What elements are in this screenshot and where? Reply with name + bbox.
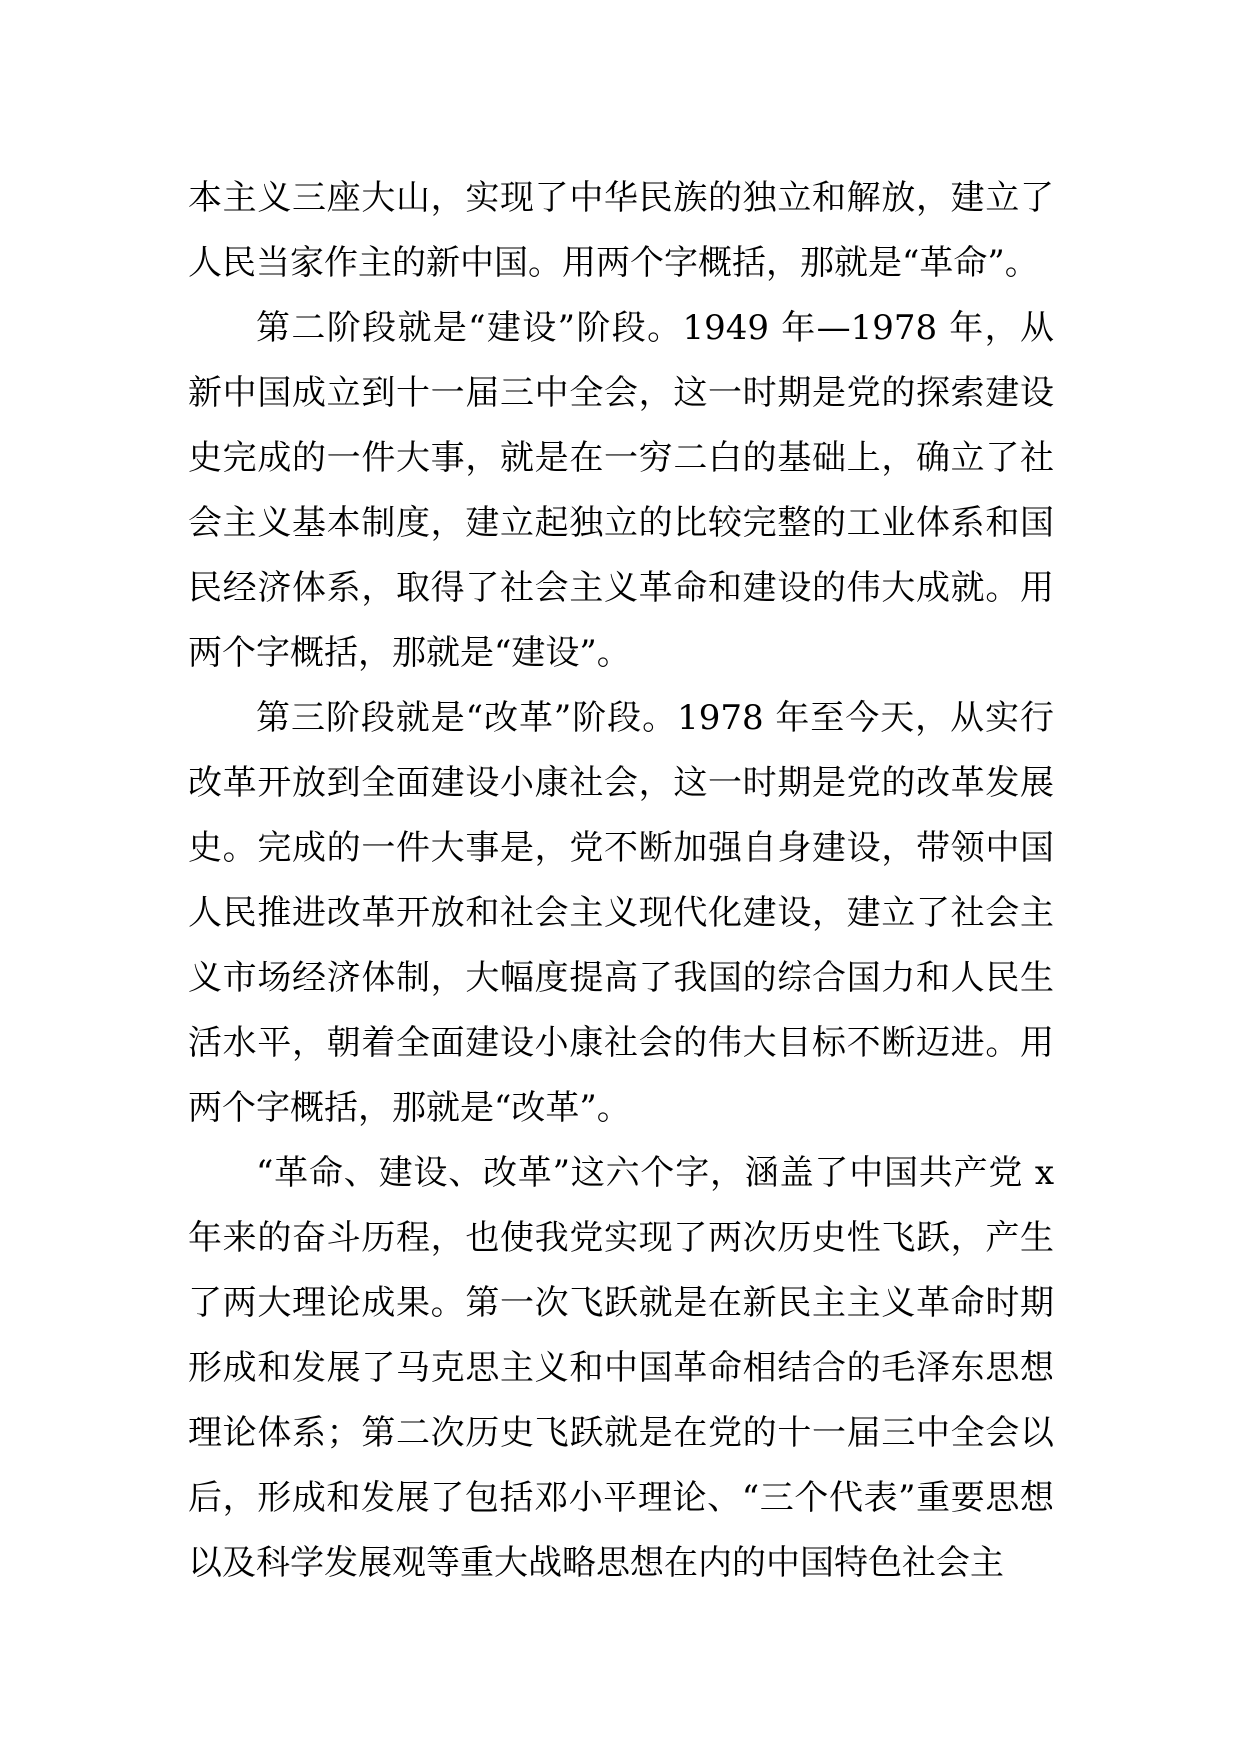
paragraph-construction-stage: 第二阶段就是“建设”阶段。1949 年—1978 年，从新中国成立到十一届三中全会，这一时期是党的探索建设史完成的一件大事，就是在一穷二白的基础上，确立了社会主义基本制度，建立起独立的比较完整的工业体系和国民经济体系，取得了社会主义革命和建设的伟大成就。用两个字概括，那就是“建设”。: [188, 308, 1054, 673]
document-body: [188, 166, 1054, 1596]
paragraph-summary: “革命、建设、改革”这六个字，涵盖了中国共产党 x 年来的奋斗历程，也使我党实现了两次历史性飞跃，产生了两大理论成果。第一次飞跃就是在新民主主义革命时期形成和发展了马克思主义和中国革命相结合的毛泽东思想理论体系；第二次历史飞跃就是在党的十一届三中全会以后，形成和发展了包括邓小平理论、“三个代表”重要思想以及科学发展观等重大战略思想在内的中国特色社会主: [188, 1153, 1054, 1583]
paragraph-reform-stage: 第三阶段就是“改革”阶段。1978 年至今天，从实行改革开放到全面建设小康社会，这一时期是党的改革发展史。完成的一件大事是，党不断加强自身建设，带领中国人民推进改革开放和社会主义现代化建设，建立了社会主义市场经济体制，大幅度提高了我国的综合国力和人民生活水平，朝着全面建设小康社会的伟大目标不断迈进。用两个字概括，那就是“改革”。: [188, 698, 1054, 1128]
paragraph-revolution-end: 本主义三座大山，实现了中华民族的独立和解放，建立了人民当家作主的新中国。用两个字概括，那就是“革命”。: [188, 178, 1054, 283]
